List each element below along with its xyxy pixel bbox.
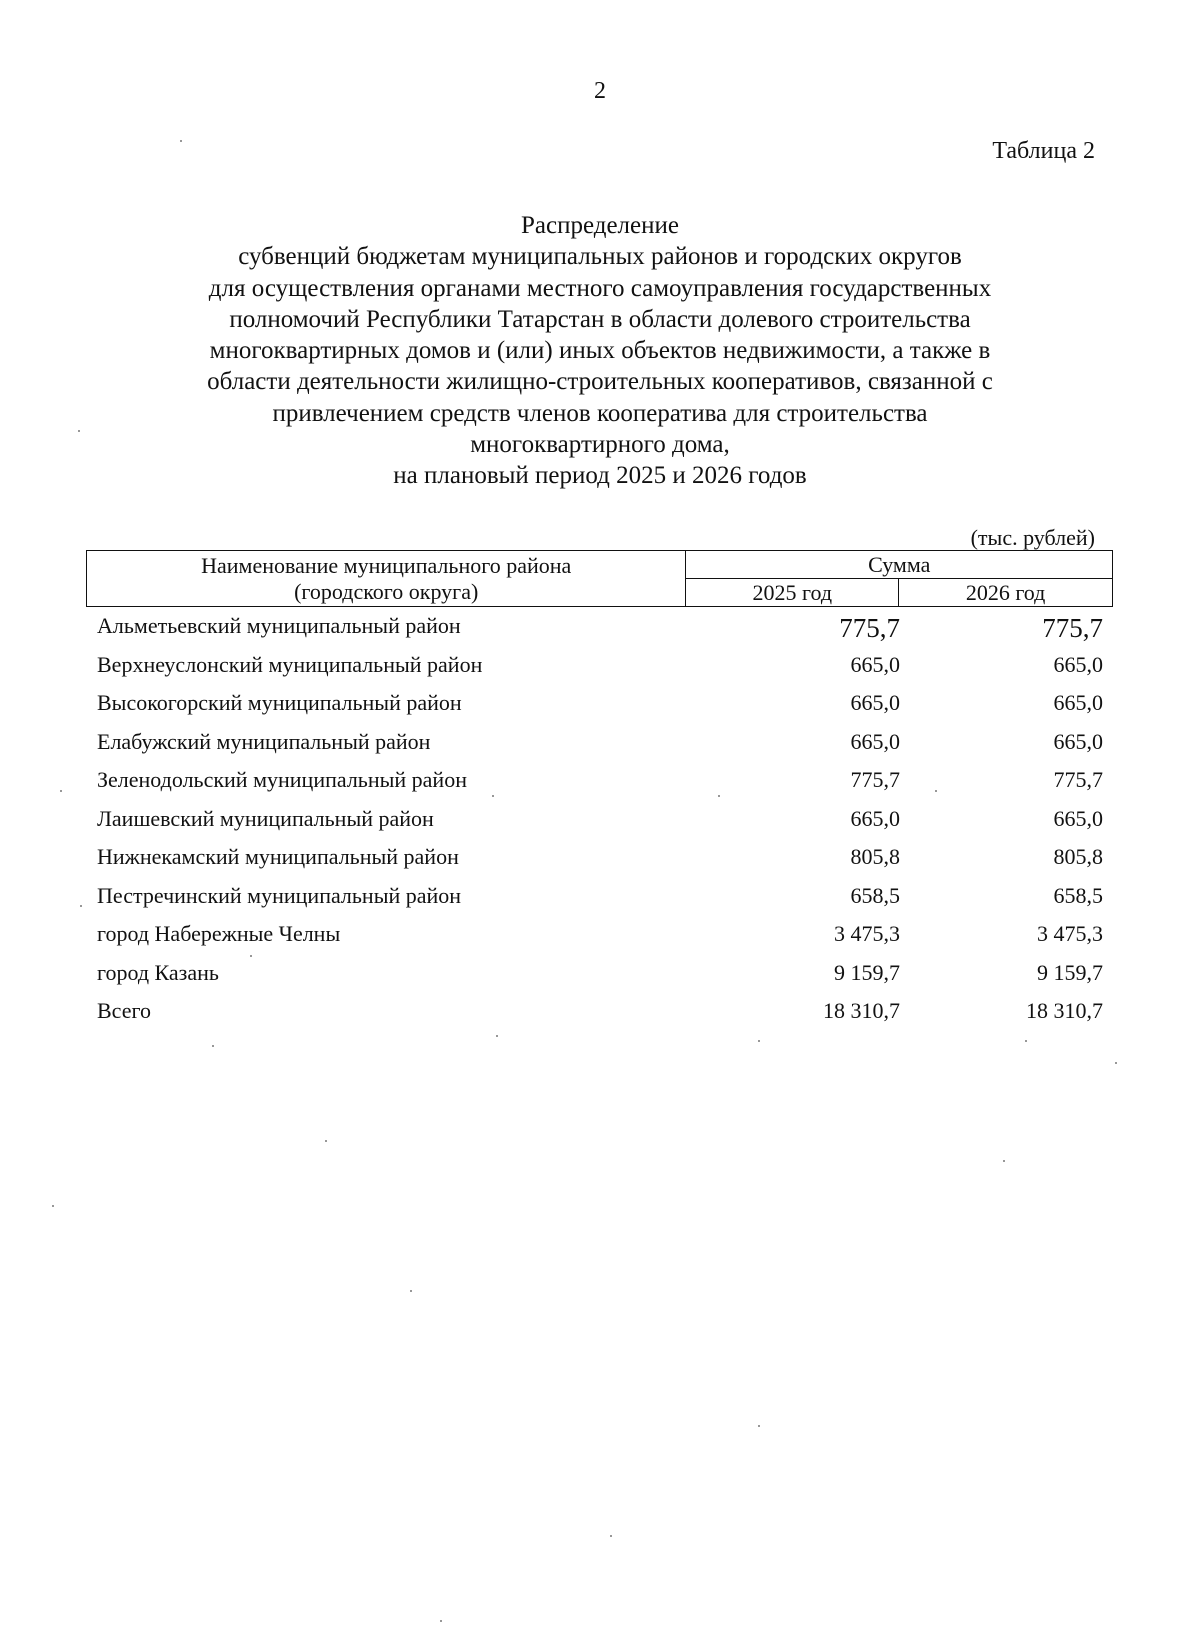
row-name: Высокогорский муниципальный район [97, 690, 462, 715]
row-name: Зеленодольский муниципальный район [97, 767, 467, 792]
table-body [97, 611, 1107, 1035]
row-name: Всего [97, 998, 151, 1023]
value-2025: 665,0 [850, 728, 900, 754]
value-2026: 665,0 [1053, 651, 1103, 677]
units-note: (тыс. рублей) [970, 525, 1095, 550]
value-2026: 3 475,3 [1037, 921, 1103, 946]
header-name-cell [87, 551, 686, 607]
table-header [86, 550, 1113, 607]
value-2026: 665,0 [1053, 690, 1103, 715]
table-row [97, 842, 1107, 881]
title-line: привлечением средств членов кооператива для строительства [272, 399, 928, 427]
value-2026: 18 310,7 [1026, 998, 1103, 1023]
row-name: Елабужский муниципальный район [97, 728, 431, 754]
title-line: субвенций бюджетам муниципальных районов и городских округов [238, 243, 962, 271]
value-2025: 665,0 [850, 651, 900, 677]
table-row [97, 650, 1107, 689]
title-line: для осуществления органами местного самоуправления государственных [208, 274, 992, 302]
title-line: многоквартирного дома, [470, 431, 730, 459]
value-2025: 3 475,3 [834, 921, 900, 946]
row-name: город Казань [97, 959, 219, 985]
value-2026: 658,5 [1053, 882, 1103, 908]
page-number: 2 [594, 78, 606, 104]
title-line: области деятельности жилищно-строительных кооперативов, связанной с [207, 368, 993, 396]
value-2025: 775,7 [850, 767, 900, 792]
title-line: полномочий Республики Татарстан в области долевого строительства [229, 305, 971, 333]
table-row [97, 919, 1107, 958]
value-2025: 665,0 [850, 690, 900, 715]
value-2025: 9 159,7 [834, 959, 900, 985]
value-2026: 665,0 [1053, 805, 1103, 831]
title-line: Распределение [521, 212, 679, 239]
table-row [97, 765, 1107, 804]
value-2025: 18 310,7 [823, 998, 900, 1023]
value-2025: 805,8 [850, 844, 900, 869]
header-year-2025: 2025 год [686, 579, 899, 607]
document-title [0, 210, 1200, 492]
title-line: многоквартирных домов и (или) иных объектов недвижимости, а также в [209, 337, 991, 365]
table-row [97, 688, 1107, 727]
value-2026: 775,7 [1053, 767, 1103, 792]
row-name: Верхнеуслонский муниципальный район [97, 651, 483, 677]
row-name: город Набережные Челны [97, 921, 341, 946]
table-row [97, 727, 1107, 766]
row-name: Пестречинский муниципальный район [97, 882, 462, 908]
table-row [97, 804, 1107, 843]
row-name: Нижнекамский муниципальный район [97, 844, 459, 869]
header-name-line: Наименование муниципального района [201, 552, 572, 578]
value-2026: 9 159,7 [1037, 959, 1103, 985]
header-sum-cell: Сумма [686, 551, 1113, 579]
value-2025: 775,7 [839, 613, 900, 643]
title-line: на плановый период 2025 и 2026 годов [393, 462, 807, 490]
value-2025: 665,0 [850, 805, 900, 831]
row-name: Альметьевский муниципальный район [97, 613, 461, 638]
header-name-line: (городского округа) [294, 578, 479, 604]
table-row [97, 958, 1107, 997]
table-row [97, 611, 1107, 650]
value-2026: 665,0 [1053, 728, 1103, 754]
table-row-total [97, 996, 1107, 1035]
value-2026: 805,8 [1053, 844, 1103, 869]
table-label: Таблица 2 [992, 138, 1095, 164]
row-name: Лаишевский муниципальный район [97, 805, 434, 831]
value-2025: 658,5 [850, 882, 900, 908]
value-2026: 775,7 [1042, 613, 1103, 643]
table-row [97, 881, 1107, 920]
header-year-2026: 2026 год [899, 579, 1113, 607]
